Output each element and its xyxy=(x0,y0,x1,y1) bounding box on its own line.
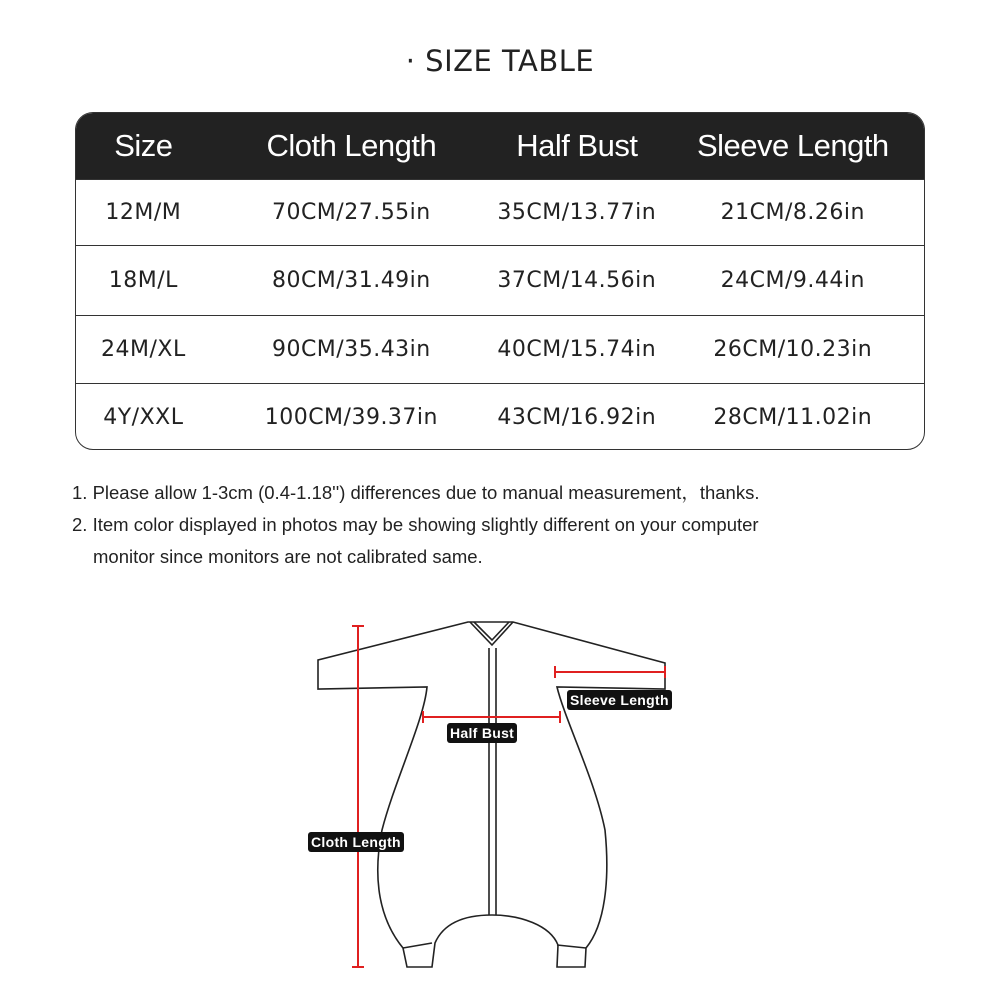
cell-size: 4Y/XXL xyxy=(103,404,184,430)
cell-size: 18M/L xyxy=(108,268,178,293)
cell-sleeve-length: 21CM/8.26in xyxy=(720,200,865,225)
cell-cloth-length: 90CM/35.43in xyxy=(271,337,431,362)
cell-cloth-length: 100CM/39.37in xyxy=(264,404,438,430)
note-1: 1. Please allow 1-3cm (0.4-1.18'') differences due to manual measurement，thanks. xyxy=(72,482,760,503)
header-cloth-length: Cloth Length xyxy=(266,128,437,163)
cell-half-bust: 37CM/14.56in xyxy=(497,268,657,293)
cell-size: 24M/XL xyxy=(100,337,186,362)
cloth-length-label: Cloth Length xyxy=(308,832,404,852)
header-size: Size xyxy=(114,128,173,163)
cell-half-bust: 43CM/16.92in xyxy=(497,404,657,430)
cell-half-bust: 40CM/15.74in xyxy=(497,337,657,362)
cell-half-bust: 35CM/13.77in xyxy=(497,200,657,225)
note-2: 2. Item color displayed in photos may be showing slightly different on your computer xyxy=(72,514,759,535)
cell-sleeve-length: 24CM/9.44in xyxy=(720,268,865,293)
sleeve-length-label: Sleeve Length xyxy=(567,690,672,710)
header-sleeve-length: Sleeve Length xyxy=(696,128,889,163)
cell-size: 12M/M xyxy=(105,200,182,225)
cell-cloth-length: 70CM/27.55in xyxy=(271,200,431,225)
header-half-bust: Half Bust xyxy=(516,128,638,163)
half-bust-label: Half Bust xyxy=(447,723,517,743)
cell-sleeve-length: 28CM/11.02in xyxy=(713,404,873,430)
note-2-continued: monitor since monitors are not calibrated same. xyxy=(93,546,483,567)
sleepsuit-outline xyxy=(318,622,665,967)
cell-sleeve-length: 26CM/10.23in xyxy=(713,337,873,362)
cell-cloth-length: 80CM/31.49in xyxy=(271,268,431,293)
page-title: · SIZE TABLE xyxy=(405,44,595,78)
